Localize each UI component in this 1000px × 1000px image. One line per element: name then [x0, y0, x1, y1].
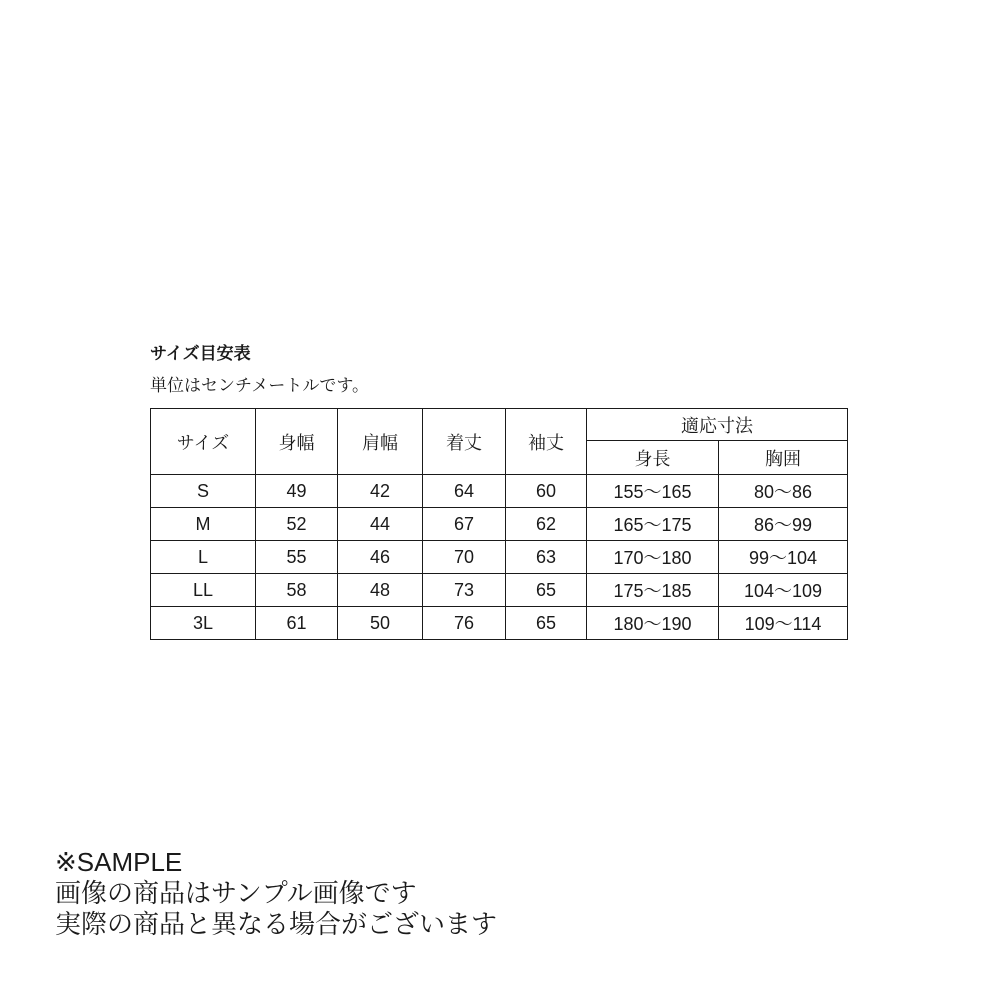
size-chart-unit-note: 単位はセンチメートルです。 [150, 376, 369, 395]
table-row-s [151, 475, 848, 508]
size-chart-section [150, 344, 848, 640]
cell-value: 62 [506, 508, 587, 541]
cell-range: 155～165 [587, 475, 719, 508]
cell-value: 46 [338, 541, 423, 574]
cell-value: 67 [423, 508, 506, 541]
col-header-shoulder-width: 肩幅 [338, 409, 423, 475]
table-row-m [151, 508, 848, 541]
cell-value: 55 [256, 541, 338, 574]
cell-value: 70 [423, 541, 506, 574]
cell-value: 52 [256, 508, 338, 541]
cell-value: 50 [338, 607, 423, 640]
cell-range: 175～185 [587, 574, 719, 607]
cell-size: M [151, 508, 256, 541]
cell-size: S [151, 475, 256, 508]
cell-value: 65 [506, 574, 587, 607]
cell-range: 99～104 [719, 541, 848, 574]
sample-notice [55, 847, 497, 940]
size-chart-title: サイズ目安表 [150, 344, 251, 363]
cell-range: 170～180 [587, 541, 719, 574]
sample-notice-label: ※SAMPLE [55, 847, 183, 877]
cell-range: 109～114 [719, 607, 848, 640]
table-row-l [151, 541, 848, 574]
cell-range: 86～99 [719, 508, 848, 541]
table-row-ll [151, 574, 848, 607]
col-header-chest: 胸囲 [719, 441, 848, 475]
cell-range: 80～86 [719, 475, 848, 508]
cell-range: 180～190 [587, 607, 719, 640]
table-header-row-1 [151, 409, 848, 441]
cell-value: 64 [423, 475, 506, 508]
cell-range: 165～175 [587, 508, 719, 541]
cell-value: 42 [338, 475, 423, 508]
cell-value: 58 [256, 574, 338, 607]
cell-value: 49 [256, 475, 338, 508]
col-header-height: 身長 [587, 441, 719, 475]
size-chart-table [150, 408, 848, 640]
cell-value: 61 [256, 607, 338, 640]
cell-size: LL [151, 574, 256, 607]
sample-notice-line-2: 実際の商品と異なる場合がございます [55, 909, 498, 939]
col-header-size: サイズ [151, 409, 256, 475]
cell-value: 48 [338, 574, 423, 607]
cell-value: 73 [423, 574, 506, 607]
col-header-fit-dimensions: 適応寸法 [587, 409, 848, 441]
cell-value: 44 [338, 508, 423, 541]
col-header-body-width: 身幅 [256, 409, 338, 475]
cell-size: 3L [151, 607, 256, 640]
cell-value: 65 [506, 607, 587, 640]
col-header-sleeve-length: 袖丈 [506, 409, 587, 475]
sample-notice-line-1: 画像の商品はサンプル画像です [55, 878, 417, 908]
cell-value: 60 [506, 475, 587, 508]
cell-value: 63 [506, 541, 587, 574]
cell-range: 104～109 [719, 574, 848, 607]
table-row-3l [151, 607, 848, 640]
col-header-length: 着丈 [423, 409, 506, 475]
cell-size: L [151, 541, 256, 574]
cell-value: 76 [423, 607, 506, 640]
